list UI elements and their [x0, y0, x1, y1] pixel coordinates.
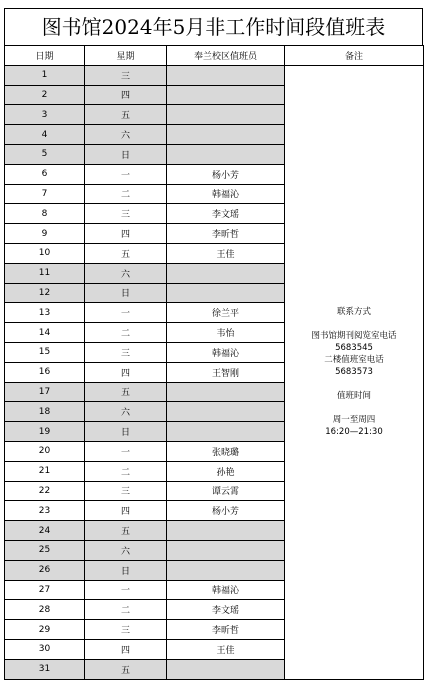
weekday-cell: 日	[85, 144, 167, 164]
staff-cell: 韩福沁	[167, 184, 285, 204]
date-cell: 29	[5, 620, 85, 640]
date-cell: 25	[5, 540, 85, 560]
duty-room-phone-label: 二楼值班室电话	[324, 355, 384, 366]
date-cell: 22	[5, 481, 85, 501]
staff-cell: 王佳	[167, 243, 285, 263]
staff-cell: 杨小芳	[167, 501, 285, 521]
weekday-cell: 一	[85, 441, 167, 461]
staff-cell	[167, 521, 285, 541]
schedule-table	[4, 45, 424, 680]
periodicals-phone: 5683545	[335, 343, 373, 354]
date-cell: 17	[5, 382, 85, 402]
staff-cell: 谭云霄	[167, 481, 285, 501]
date-cell: 4	[5, 125, 85, 145]
weekday-cell: 日	[85, 422, 167, 442]
date-cell: 1	[5, 65, 85, 85]
weekday-cell: 六	[85, 402, 167, 422]
staff-cell: 李文瑶	[167, 600, 285, 620]
staff-cell	[167, 283, 285, 303]
header-remarks: 备注	[285, 46, 424, 66]
weekday-cell: 四	[85, 639, 167, 659]
staff-cell: 韩福沁	[167, 580, 285, 600]
weekday-cell: 五	[85, 659, 167, 679]
weekday-cell: 二	[85, 184, 167, 204]
header-date: 日期	[5, 46, 85, 66]
weekday-cell: 六	[85, 263, 167, 283]
duty-time-heading: 值班时间	[336, 391, 371, 402]
remarks-cell	[285, 65, 424, 679]
date-cell: 30	[5, 639, 85, 659]
staff-cell	[167, 144, 285, 164]
staff-cell	[167, 382, 285, 402]
staff-cell	[167, 65, 285, 85]
weekday-cell: 二	[85, 461, 167, 481]
staff-cell	[167, 422, 285, 442]
weekday-cell: 四	[85, 85, 167, 105]
date-cell: 11	[5, 263, 85, 283]
weekday-cell: 五	[85, 382, 167, 402]
date-cell: 10	[5, 243, 85, 263]
date-cell: 18	[5, 402, 85, 422]
date-cell: 24	[5, 521, 85, 541]
weekday-cell: 三	[85, 620, 167, 640]
staff-cell: 张晓璐	[167, 441, 285, 461]
staff-cell	[167, 105, 285, 125]
staff-cell: 徐兰平	[167, 303, 285, 323]
date-cell: 3	[5, 105, 85, 125]
weekday-cell: 五	[85, 243, 167, 263]
staff-cell	[167, 540, 285, 560]
date-cell: 6	[5, 164, 85, 184]
staff-cell: 王佳	[167, 639, 285, 659]
date-cell: 12	[5, 283, 85, 303]
date-cell: 28	[5, 600, 85, 620]
staff-cell: 李昕哲	[167, 224, 285, 244]
date-cell: 21	[5, 461, 85, 481]
contact-heading: 联系方式	[336, 307, 371, 318]
date-cell: 8	[5, 204, 85, 224]
staff-cell: 王智刚	[167, 362, 285, 382]
date-cell: 15	[5, 342, 85, 362]
duty-schedule-sheet	[4, 8, 423, 680]
date-cell: 19	[5, 422, 85, 442]
duty-days: 周一至周四	[332, 415, 376, 426]
schedule-body	[5, 65, 424, 679]
staff-cell: 孙艳	[167, 461, 285, 481]
weekday-cell: 三	[85, 65, 167, 85]
weekday-cell: 三	[85, 481, 167, 501]
duty-room-phone: 5683573	[335, 367, 373, 378]
periodicals-phone-label: 图书馆期刊阅览室电话	[311, 331, 397, 342]
date-cell: 27	[5, 580, 85, 600]
date-cell: 7	[5, 184, 85, 204]
weekday-cell: 五	[85, 105, 167, 125]
weekday-cell: 四	[85, 501, 167, 521]
weekday-cell: 一	[85, 164, 167, 184]
weekday-cell: 四	[85, 362, 167, 382]
weekday-cell: 一	[85, 580, 167, 600]
staff-cell: 杨小芳	[167, 164, 285, 184]
weekday-cell: 二	[85, 600, 167, 620]
staff-cell	[167, 125, 285, 145]
date-cell: 20	[5, 441, 85, 461]
date-cell: 26	[5, 560, 85, 580]
staff-cell: 李昕哲	[167, 620, 285, 640]
duty-hours: 16:20—21:30	[325, 427, 383, 438]
header-weekday: 星期	[85, 46, 167, 66]
weekday-cell: 三	[85, 204, 167, 224]
date-cell: 5	[5, 144, 85, 164]
staff-cell	[167, 263, 285, 283]
weekday-cell: 二	[85, 323, 167, 343]
staff-cell: 李文瑶	[167, 204, 285, 224]
staff-cell	[167, 85, 285, 105]
weekday-cell: 四	[85, 224, 167, 244]
table-row	[5, 65, 424, 85]
date-cell: 23	[5, 501, 85, 521]
weekday-cell: 六	[85, 540, 167, 560]
weekday-cell: 五	[85, 521, 167, 541]
header-staff: 奉兰校区值班员	[167, 46, 285, 66]
staff-cell	[167, 659, 285, 679]
date-cell: 2	[5, 85, 85, 105]
staff-cell: 韦怡	[167, 323, 285, 343]
header-row	[5, 46, 424, 66]
staff-cell	[167, 560, 285, 580]
date-cell: 9	[5, 224, 85, 244]
date-cell: 14	[5, 323, 85, 343]
weekday-cell: 日	[85, 560, 167, 580]
weekday-cell: 三	[85, 342, 167, 362]
weekday-cell: 一	[85, 303, 167, 323]
page-title: 图书馆2024年5月非工作时间段值班表	[4, 8, 423, 45]
date-cell: 16	[5, 362, 85, 382]
date-cell: 13	[5, 303, 85, 323]
staff-cell	[167, 402, 285, 422]
weekday-cell: 日	[85, 283, 167, 303]
date-cell: 31	[5, 659, 85, 679]
staff-cell: 韩福沁	[167, 342, 285, 362]
weekday-cell: 六	[85, 125, 167, 145]
